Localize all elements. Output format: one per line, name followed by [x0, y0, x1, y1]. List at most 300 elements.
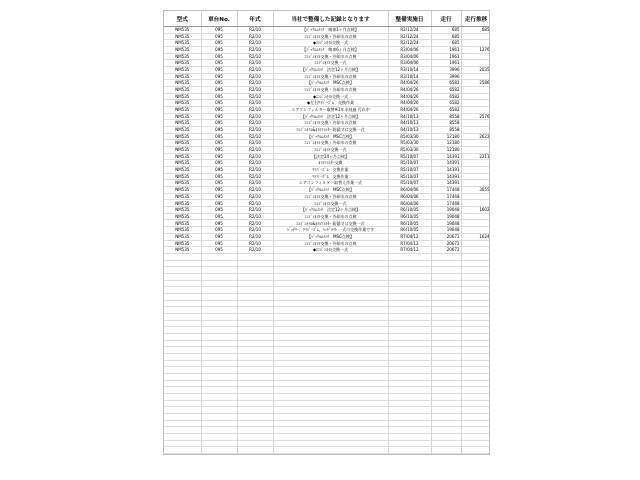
cell-mileage-change: [461, 147, 490, 154]
empty-cell: [461, 407, 490, 414]
cell-mileage-change: [461, 193, 490, 200]
cell-mileage: 1961: [431, 60, 461, 67]
cell-service-date: R4/04/26: [388, 87, 431, 94]
empty-row: [164, 353, 490, 360]
empty-cell: [461, 447, 490, 454]
empty-cell: [237, 287, 273, 294]
empty-cell: [273, 333, 388, 340]
cell-year: R2/10: [237, 213, 273, 220]
cell-year: R2/10: [237, 87, 273, 94]
cell-chassis-no: 095: [201, 73, 237, 80]
empty-row: [164, 407, 490, 414]
cell-service-date: R4/04/26: [388, 107, 431, 114]
empty-cell: [237, 454, 273, 456]
cell-chassis-no: 095: [201, 247, 237, 254]
cell-mileage: 3996: [431, 73, 461, 80]
empty-cell: [201, 280, 237, 287]
empty-cell: [461, 420, 490, 427]
cell-mileage-change: [461, 160, 490, 167]
cell-mileage: 8558: [431, 113, 461, 120]
empty-cell: [237, 260, 273, 267]
cell-description: ◆ｴﾝｼﾞﾝｵｲﾙ交換一式: [273, 93, 388, 100]
cell-mileage-change: [461, 180, 490, 187]
empty-cell: [461, 287, 490, 294]
empty-row: [164, 387, 490, 394]
cell-mileage-change: [461, 213, 490, 220]
empty-cell: [461, 427, 490, 434]
cell-chassis-no: 095: [201, 127, 237, 134]
cell-mileage: 17448: [431, 187, 461, 194]
cell-chassis-no: 095: [201, 227, 237, 234]
empty-cell: [201, 340, 237, 347]
cell-model: NM535: [164, 107, 201, 114]
empty-row: [164, 287, 490, 294]
empty-row: [164, 307, 490, 314]
empty-cell: [388, 307, 431, 314]
cell-year: R2/10: [237, 120, 273, 127]
cell-service-date: R4/10/13: [388, 127, 431, 134]
cell-service-date: R2/12/24: [388, 33, 431, 40]
empty-cell: [164, 253, 201, 260]
empty-cell: [431, 440, 461, 447]
empty-row: [164, 367, 490, 374]
empty-row: [164, 447, 490, 454]
header-service-date: 整備実施日: [388, 11, 431, 27]
empty-cell: [237, 267, 273, 274]
cell-year: R2/10: [237, 53, 273, 60]
empty-cell: [201, 333, 237, 340]
empty-cell: [237, 293, 273, 300]
cell-model: NM535: [164, 160, 201, 167]
empty-cell: [388, 373, 431, 380]
cell-service-date: R6/10/05: [388, 207, 431, 214]
empty-cell: [388, 393, 431, 400]
empty-cell: [431, 400, 461, 407]
cell-mileage: 12180: [431, 140, 461, 147]
cell-mileage: 6582: [431, 93, 461, 100]
cell-chassis-no: 095: [201, 180, 237, 187]
table-row: [164, 33, 490, 40]
empty-row: [164, 280, 490, 287]
empty-cell: [201, 387, 237, 394]
empty-cell: [431, 260, 461, 267]
empty-row: [164, 327, 490, 334]
table-row: [164, 87, 490, 94]
empty-cell: [237, 407, 273, 414]
empty-cell: [461, 307, 490, 314]
empty-cell: [388, 340, 431, 347]
empty-cell: [273, 360, 388, 367]
cell-description: ｴﾝｼﾞﾝｵｲﾙ交換・冷却水の点検: [273, 120, 388, 127]
cell-model: NM535: [164, 100, 201, 107]
empty-cell: [431, 387, 461, 394]
empty-cell: [201, 440, 237, 447]
table-row: [164, 207, 490, 214]
empty-row: [164, 433, 490, 440]
empty-row: [164, 440, 490, 447]
empty-cell: [164, 320, 201, 327]
cell-year: R2/10: [237, 160, 273, 167]
empty-cell: [201, 427, 237, 434]
cell-mileage: 1961: [431, 47, 461, 54]
cell-service-date: R4/10/13: [388, 113, 431, 120]
cell-mileage: 12180: [431, 147, 461, 154]
cell-chassis-no: 095: [201, 100, 237, 107]
empty-cell: [388, 287, 431, 294]
cell-mileage-change: 2622: [461, 133, 490, 140]
table-row: [164, 187, 490, 194]
table-row: [164, 153, 490, 160]
cell-description: ﾜｲﾊﾟｰｺﾞﾑ 交換作業: [273, 167, 388, 174]
cell-description: ｴﾝｼﾞﾝｵｲﾙ交換一式: [273, 147, 388, 154]
cell-model: NM535: [164, 207, 201, 214]
cell-year: R2/10: [237, 153, 273, 160]
cell-service-date: R5/10/07: [388, 180, 431, 187]
cell-chassis-no: 095: [201, 53, 237, 60]
cell-model: NM535: [164, 147, 201, 154]
empty-cell: [164, 327, 201, 334]
cell-service-date: R6/04/06: [388, 187, 431, 194]
empty-cell: [388, 353, 431, 360]
cell-chassis-no: 095: [201, 220, 237, 227]
empty-row: [164, 253, 490, 260]
empty-cell: [273, 447, 388, 454]
cell-service-date: R4/04/26: [388, 100, 431, 107]
empty-cell: [431, 313, 461, 320]
cell-description: 【ﾊﾞｯｸﾙﾑﾒﾝﾃ 納車6ヶ月点検】: [273, 47, 388, 54]
cell-model: NM535: [164, 33, 201, 40]
empty-cell: [461, 440, 490, 447]
empty-cell: [461, 360, 490, 367]
empty-cell: [388, 454, 431, 456]
empty-row: [164, 347, 490, 354]
table-row: [164, 140, 490, 147]
cell-chassis-no: 095: [201, 67, 237, 74]
empty-cell: [201, 447, 237, 454]
cell-model: NM535: [164, 153, 201, 160]
table-row: [164, 200, 490, 207]
header-year: 年式: [237, 11, 273, 27]
empty-cell: [201, 380, 237, 387]
empty-cell: [164, 333, 201, 340]
cell-mileage-change: [461, 93, 490, 100]
cell-model: NM535: [164, 53, 201, 60]
cell-description: 【ﾊﾞｯｸﾙﾑﾒﾝﾃ 法定12ヶ月点検】: [273, 207, 388, 214]
empty-row: [164, 333, 490, 340]
empty-cell: [273, 273, 388, 280]
cell-chassis-no: 095: [201, 167, 237, 174]
empty-cell: [431, 327, 461, 334]
empty-row: [164, 373, 490, 380]
cell-chassis-no: 095: [201, 207, 237, 214]
maintenance-table: [164, 11, 490, 455]
empty-cell: [388, 253, 431, 260]
cell-mileage-change: 2211: [461, 153, 490, 160]
empty-cell: [461, 380, 490, 387]
cell-chassis-no: 095: [201, 240, 237, 247]
empty-cell: [164, 367, 201, 374]
empty-row: [164, 380, 490, 387]
empty-cell: [201, 433, 237, 440]
table-row: [164, 227, 490, 234]
empty-row: [164, 400, 490, 407]
empty-cell: [431, 353, 461, 360]
empty-cell: [431, 433, 461, 440]
empty-row: [164, 320, 490, 327]
empty-cell: [461, 320, 490, 327]
cell-service-date: R5/10/07: [388, 160, 431, 167]
empty-cell: [164, 260, 201, 267]
cell-model: NM535: [164, 27, 201, 34]
empty-cell: [237, 360, 273, 367]
cell-year: R2/10: [237, 233, 273, 240]
empty-cell: [201, 454, 237, 456]
empty-cell: [201, 347, 237, 354]
empty-cell: [273, 293, 388, 300]
cell-service-date: R4/10/13: [388, 120, 431, 127]
cell-description: ｴﾝｼﾞﾝｵｲﾙ交換・冷却水の点検: [273, 53, 388, 60]
cell-mileage: 6582: [431, 80, 461, 87]
cell-model: NM535: [164, 127, 201, 134]
empty-cell: [431, 307, 461, 314]
empty-cell: [237, 380, 273, 387]
table-row: [164, 173, 490, 180]
cell-model: NM535: [164, 87, 201, 94]
cell-chassis-no: 095: [201, 107, 237, 114]
cell-model: NM535: [164, 240, 201, 247]
cell-description: 【ﾊﾞｯｸﾙﾑﾒﾝﾃ MSC点検】: [273, 80, 388, 87]
empty-cell: [273, 380, 388, 387]
cell-year: R2/10: [237, 100, 273, 107]
empty-cell: [273, 347, 388, 354]
empty-cell: [273, 253, 388, 260]
empty-cell: [201, 313, 237, 320]
empty-cell: [164, 373, 201, 380]
empty-cell: [237, 393, 273, 400]
cell-description: ﾜｲﾊﾟｰｺﾞﾑ 交換作業: [273, 173, 388, 180]
empty-cell: [273, 320, 388, 327]
empty-cell: [273, 287, 388, 294]
table-row: [164, 47, 490, 54]
cell-description: 【ﾊﾞｯｸﾙﾑﾒﾝﾃ MSC点検】: [273, 233, 388, 240]
empty-cell: [237, 427, 273, 434]
cell-model: NM535: [164, 80, 201, 87]
empty-cell: [164, 380, 201, 387]
empty-cell: [431, 273, 461, 280]
cell-year: R2/10: [237, 67, 273, 74]
cell-mileage-change: 2586: [461, 80, 490, 87]
empty-cell: [388, 400, 431, 407]
empty-cell: [273, 367, 388, 374]
empty-cell: [461, 293, 490, 300]
cell-service-date: R6/10/05: [388, 213, 431, 220]
header-description: 当社で整備した記録となります: [273, 11, 388, 27]
empty-cell: [237, 347, 273, 354]
empty-row: [164, 293, 490, 300]
cell-mileage-change: [461, 247, 490, 254]
empty-cell: [388, 427, 431, 434]
empty-cell: [461, 313, 490, 320]
cell-mileage-change: [461, 73, 490, 80]
empty-cell: [273, 300, 388, 307]
empty-row: [164, 427, 490, 434]
empty-cell: [164, 360, 201, 367]
header-chassis-no: 車台No.: [201, 11, 237, 27]
cell-service-date: R6/10/05: [388, 220, 431, 227]
cell-service-date: R5/03/30: [388, 140, 431, 147]
empty-cell: [388, 367, 431, 374]
cell-description: ｴﾝｼﾞﾝｵｲﾙ交換一式: [273, 60, 388, 67]
cell-mileage: 20672: [431, 233, 461, 240]
empty-cell: [431, 373, 461, 380]
cell-year: R2/10: [237, 200, 273, 207]
empty-cell: [237, 307, 273, 314]
cell-description: ◆ｴﾝｼﾞﾝｵｲﾙ交換一式: [273, 247, 388, 254]
empty-cell: [273, 280, 388, 287]
empty-cell: [164, 407, 201, 414]
cell-year: R2/10: [237, 187, 273, 194]
empty-cell: [201, 360, 237, 367]
empty-cell: [201, 327, 237, 334]
cell-model: NM535: [164, 47, 201, 54]
cell-chassis-no: 095: [201, 93, 237, 100]
header-mileage: 走行: [431, 11, 461, 27]
cell-year: R2/10: [237, 167, 273, 174]
empty-cell: [388, 313, 431, 320]
empty-cell: [461, 433, 490, 440]
empty-row: [164, 260, 490, 267]
empty-cell: [461, 454, 490, 456]
empty-row: [164, 313, 490, 320]
empty-cell: [273, 427, 388, 434]
cell-model: NM535: [164, 193, 201, 200]
cell-description: 【ﾊﾞｯｸﾙﾑﾒﾝﾃ 法定12ヶ月点検】: [273, 113, 388, 120]
cell-chassis-no: 095: [201, 87, 237, 94]
table-row: [164, 193, 490, 200]
cell-description: ◆左右ﾜｲﾊﾟｰｺﾞﾑ 交換作業: [273, 100, 388, 107]
empty-cell: [431, 287, 461, 294]
empty-cell: [237, 340, 273, 347]
cell-year: R2/10: [237, 127, 273, 134]
empty-row: [164, 393, 490, 400]
empty-cell: [273, 353, 388, 360]
cell-mileage: 685: [431, 40, 461, 47]
empty-cell: [237, 440, 273, 447]
cell-mileage-change: [461, 127, 490, 134]
empty-cell: [273, 400, 388, 407]
cell-description: ｴﾝｼﾞﾝｵｲﾙ交換・冷却水の点検: [273, 33, 388, 40]
cell-description: ｵｲﾙﾌｨﾙﾀｰ交換: [273, 160, 388, 167]
cell-description: ﾊﾞｯﾃﾘｰ、ﾜｲﾊﾟｰｺﾞﾑ、ﾍｯﾄﾞﾗｲﾄ 一式の交換作業です: [273, 227, 388, 234]
empty-cell: [431, 393, 461, 400]
cell-mileage-change: 1602: [461, 207, 490, 214]
cell-year: R2/10: [237, 80, 273, 87]
empty-cell: [273, 327, 388, 334]
cell-description: ｴﾝｼﾞﾝｵｲﾙ交換・冷却水の点検: [273, 213, 388, 220]
cell-year: R2/10: [237, 27, 273, 34]
cell-mileage-change: [461, 220, 490, 227]
cell-description: ｴﾝｼﾞﾝｵｲﾙ交換・冷却水の点検: [273, 73, 388, 80]
cell-chassis-no: 095: [201, 193, 237, 200]
table-row: [164, 233, 490, 240]
empty-cell: [237, 280, 273, 287]
empty-cell: [237, 433, 273, 440]
cell-model: NM535: [164, 167, 201, 174]
cell-description: ｴﾝｼﾞﾝｵｲﾙ交換一式: [273, 200, 388, 207]
empty-cell: [201, 307, 237, 314]
table-row: [164, 53, 490, 60]
cell-chassis-no: 095: [201, 160, 237, 167]
cell-description: 【ﾊﾞｯｸﾙﾑﾒﾝﾃ MSC点検】: [273, 133, 388, 140]
cell-year: R2/10: [237, 133, 273, 140]
cell-mileage: 14391: [431, 160, 461, 167]
empty-cell: [431, 413, 461, 420]
empty-cell: [164, 353, 201, 360]
table-row: [164, 60, 490, 67]
empty-cell: [461, 267, 490, 274]
empty-cell: [431, 293, 461, 300]
empty-cell: [273, 373, 388, 380]
empty-cell: [431, 347, 461, 354]
empty-cell: [201, 400, 237, 407]
cell-model: NM535: [164, 133, 201, 140]
cell-mileage: 17448: [431, 193, 461, 200]
empty-cell: [273, 440, 388, 447]
empty-cell: [237, 420, 273, 427]
empty-cell: [164, 433, 201, 440]
empty-cell: [461, 260, 490, 267]
empty-cell: [201, 413, 237, 420]
cell-year: R2/10: [237, 220, 273, 227]
empty-cell: [164, 267, 201, 274]
cell-year: R2/10: [237, 93, 273, 100]
table-row: [164, 167, 490, 174]
empty-cell: [388, 280, 431, 287]
cell-chassis-no: 095: [201, 187, 237, 194]
cell-mileage: 8558: [431, 127, 461, 134]
table-row: [164, 80, 490, 87]
table-row: [164, 213, 490, 220]
cell-chassis-no: 095: [201, 153, 237, 160]
empty-cell: [237, 373, 273, 380]
cell-service-date: R5/10/07: [388, 173, 431, 180]
empty-cell: [431, 367, 461, 374]
cell-service-date: R7/04/12: [388, 233, 431, 240]
empty-cell: [431, 447, 461, 454]
table-row: [164, 93, 490, 100]
cell-service-date: R4/04/26: [388, 93, 431, 100]
empty-cell: [273, 433, 388, 440]
empty-cell: [237, 327, 273, 334]
cell-chassis-no: 095: [201, 213, 237, 220]
empty-cell: [201, 293, 237, 300]
empty-cell: [164, 287, 201, 294]
table-row: [164, 107, 490, 114]
cell-chassis-no: 095: [201, 27, 237, 34]
empty-cell: [273, 313, 388, 320]
empty-cell: [431, 420, 461, 427]
empty-cell: [461, 413, 490, 420]
cell-chassis-no: 095: [201, 113, 237, 120]
cell-model: NM535: [164, 93, 201, 100]
empty-row: [164, 300, 490, 307]
empty-cell: [388, 447, 431, 454]
empty-cell: [237, 300, 273, 307]
empty-cell: [164, 387, 201, 394]
cell-mileage-change: [461, 40, 490, 47]
empty-cell: [388, 440, 431, 447]
empty-cell: [431, 340, 461, 347]
